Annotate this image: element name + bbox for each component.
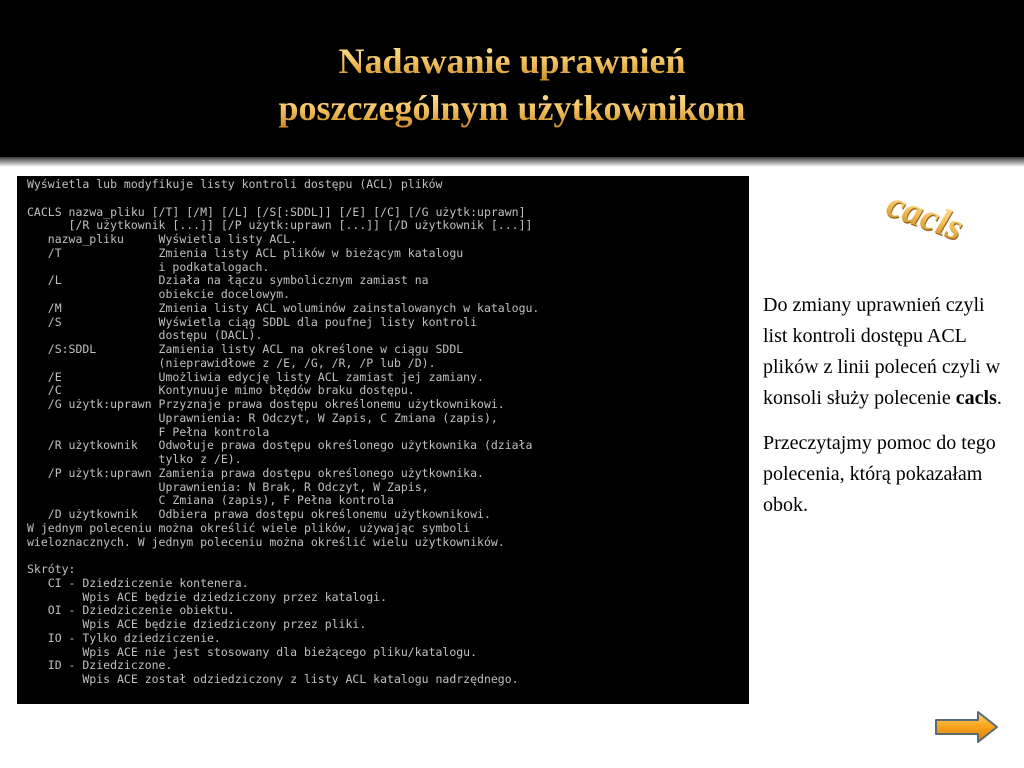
description-paragraph-1 <box>763 290 1003 414</box>
console-line: ID - Dziedziczone. <box>27 658 173 673</box>
console-line: dostępu (DACL). <box>27 328 263 343</box>
console-line: (nieprawidłowe z /E, /G, /R, /P lub /D). <box>27 355 436 370</box>
console-line: /M Zmienia listy ACL woluminów zainstalowanych w katalogu. <box>27 300 540 315</box>
console-line: /E Umożliwia edycję listy ACL zamiast jej zamiany. <box>27 369 484 384</box>
console-line: nazwa_pliku Wyświetla listy ACL. <box>27 232 298 246</box>
console-line: IO - Tylko dziedziczenie. <box>27 630 221 645</box>
console-line: Wpis ACE został odziedziczony z listy ACL katalogu nadrzędnego. <box>27 672 519 686</box>
console-line: tylko z /E). <box>27 452 242 466</box>
header-divider <box>0 157 1024 167</box>
console-line: i podkatalogach. <box>27 259 270 274</box>
console-window <box>17 176 749 704</box>
console-line: /D użytkownik Odbiera prawa dostępu określonemu użytkownikowi. <box>27 507 491 521</box>
next-slide-button[interactable] <box>934 710 1000 744</box>
console-output <box>17 176 749 687</box>
console-line: CI - Dziedziczenie kontenera. <box>27 575 249 590</box>
description-para1-end: . <box>996 387 1002 409</box>
console-line: wieloznacznych. W jednym poleceniu można określić wielu użytkowników. <box>27 534 505 549</box>
description-command-bold: cacls <box>955 387 997 409</box>
console-line: W jednym poleceniu można określić wiele plików, używając symboli <box>27 520 471 535</box>
console-line: /P użytk:uprawn Zamienia prawa dostępu określonego użytkownika. <box>27 465 484 480</box>
console-line: obiekcie docelowym. <box>27 287 291 301</box>
description-text <box>763 290 1003 535</box>
console-line: /R użytkownik Odwołuje prawa dostępu określonego użytkownika (działa <box>27 438 533 453</box>
console-line: /L Działa na łączu symbolicznym zamiast na <box>27 273 429 288</box>
console-line: [/R użytkownik [...]] [/P użytk:uprawn [...]] [/D użytkownik [...]] <box>27 218 533 233</box>
console-line: /G użytk:uprawn Przyznaje prawa dostępu określonemu użytkownikowi. <box>27 397 505 411</box>
console-line: Wyświetla lub modyfikuje listy kontroli dostępu (ACL) plików <box>27 177 443 191</box>
slide-title-line2: poszczególnym użytkownikom <box>0 87 1024 129</box>
console-line: /S:SDDL Zamienia listy ACL na określone w ciągu SDDL <box>27 342 464 356</box>
console-line: Wpis ACE nie jest stosowany dla bieżącego pliku/katalogu. <box>27 644 478 659</box>
slide-title-line1: Nadawanie uprawnień <box>0 40 1024 82</box>
console-line: /S Wyświetla ciąg SDDL dla poufnej listy kontroli <box>27 314 478 329</box>
right-arrow-icon <box>934 710 1000 744</box>
description-paragraph-2: Przeczytajmy pomoc do tego polecenia, którą pokazałam obok. <box>763 432 996 516</box>
console-line: /C Kontynuuje mimo błędów braku dostępu. <box>27 383 415 398</box>
console-line: CACLS nazwa_pliku [/T] [/M] [/L] [/S[:SDDL]] [/E] [/C] [/G użytk:uprawn] <box>27 204 526 219</box>
console-line: Uprawnienia: N Brak, R Odczyt, W Zapis, <box>27 479 429 494</box>
console-line: F Pełna kontrola <box>27 424 270 439</box>
console-line: /T Zmienia listy ACL plików w bieżącym katalogu <box>27 245 464 260</box>
console-line: C Zmiana (zapis), F Pełna kontrola <box>27 493 394 508</box>
description-para1-text: Do zmiany uprawnień czyli list kontroli dostępu ACL plików z linii poleceń czyli w konsoli służy polecenie <box>763 294 1001 409</box>
console-line: OI - Dziedziczenie obiektu. <box>27 603 235 618</box>
console-line: Wpis ACE będzie dziedziczony przez katalogi. <box>27 589 388 604</box>
console-line: Wpis ACE będzie dziedziczony przez pliki. <box>27 617 367 631</box>
console-line: Uprawnienia: R Odczyt, W Zapis, C Zmiana (zapis), <box>27 410 498 425</box>
console-line: Skróty: <box>27 562 76 576</box>
command-word: cacls <box>881 182 970 250</box>
